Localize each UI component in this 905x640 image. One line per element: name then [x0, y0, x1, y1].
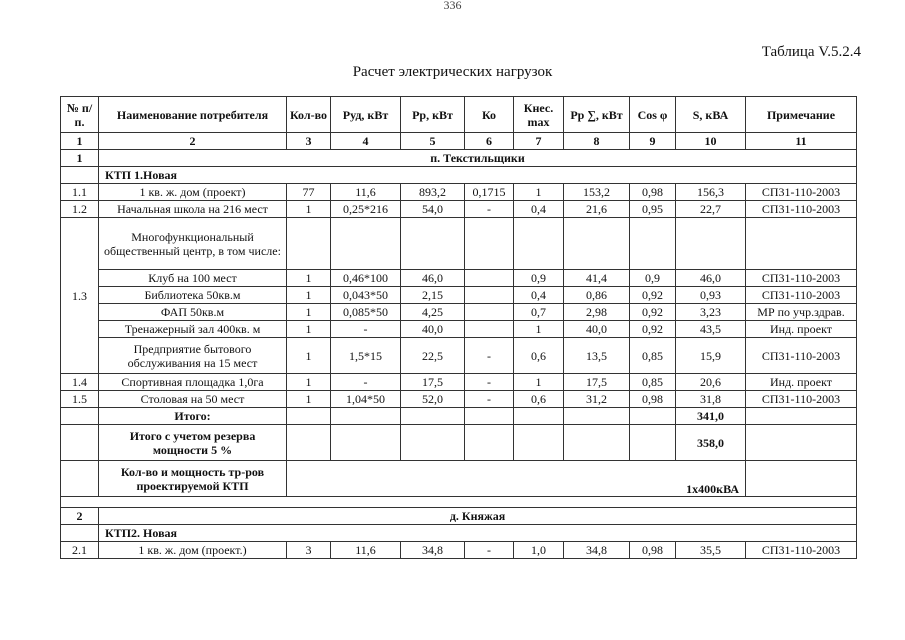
cell: 2,98	[564, 304, 630, 321]
cell	[465, 270, 514, 287]
header-cell: Рр ∑, кВт	[564, 97, 630, 133]
header-cell: S, кВА	[676, 97, 746, 133]
cell: 0,92	[630, 287, 676, 304]
cell: 40,0	[401, 321, 465, 338]
table-row	[61, 270, 857, 287]
section-number: 1	[61, 150, 99, 167]
total-reserve-label: Итого с учетом резерва мощности 5 %	[99, 425, 287, 461]
cell: 1.2	[61, 201, 99, 218]
page-number: 336	[443, 0, 462, 10]
cell: 1.3	[61, 218, 99, 374]
cell: 0,25*216	[331, 201, 401, 218]
cell: СП31-110-2003	[746, 287, 857, 304]
cell: -	[465, 338, 514, 374]
column-number: 2	[99, 133, 287, 150]
cell: 17,5	[564, 374, 630, 391]
cell: 34,8	[401, 542, 465, 559]
table-row	[61, 218, 857, 270]
cell: 54,0	[401, 201, 465, 218]
cell: Предприятие бытового обслуживания на 15 мест	[99, 338, 287, 374]
header-cell: Руд, кВт	[331, 97, 401, 133]
table-row	[61, 184, 857, 201]
cell: 46,0	[401, 270, 465, 287]
header-cell: Кол-во	[287, 97, 331, 133]
cell: Инд. проект	[746, 374, 857, 391]
cell: 0,9	[630, 270, 676, 287]
load-calculation-table	[60, 96, 857, 559]
cell: 0,92	[630, 321, 676, 338]
cell: 1 кв. ж. дом (проект)	[99, 184, 287, 201]
cell: 0,98	[630, 542, 676, 559]
cell: 77	[287, 184, 331, 201]
cell: 11,6	[331, 184, 401, 201]
cell: 3,23	[676, 304, 746, 321]
cell: Клуб на 100 мест	[99, 270, 287, 287]
cell: 0,86	[564, 287, 630, 304]
cell: 3	[287, 542, 331, 559]
cell: -	[331, 374, 401, 391]
substation-row	[61, 167, 857, 184]
cell: 4,25	[401, 304, 465, 321]
cell: 1,04*50	[331, 391, 401, 408]
cell: 0,85	[630, 374, 676, 391]
cell: 1 кв. ж. дом (проект.)	[99, 542, 287, 559]
cell: 0,92	[630, 304, 676, 321]
header-cell: Ко	[465, 97, 514, 133]
cell: 0,93	[676, 287, 746, 304]
cell: 46,0	[676, 270, 746, 287]
cell: МР по учр.здрав.	[746, 304, 857, 321]
cell: 1	[287, 270, 331, 287]
cell: Спортивная площадка 1,0га	[99, 374, 287, 391]
cell: ФАП 50кв.м	[99, 304, 287, 321]
table-row	[61, 374, 857, 391]
cell: 156,3	[676, 184, 746, 201]
cell: -	[465, 542, 514, 559]
cell: 1,5*15	[331, 338, 401, 374]
section-row	[61, 150, 857, 167]
cell: 0,9	[514, 270, 564, 287]
cell: 1	[514, 321, 564, 338]
cell: 1	[287, 391, 331, 408]
cell: СП31-110-2003	[746, 338, 857, 374]
cell: 1	[514, 374, 564, 391]
column-number: 4	[331, 133, 401, 150]
cell: 1	[514, 184, 564, 201]
cell: 153,2	[564, 184, 630, 201]
cell: 1.5	[61, 391, 99, 408]
cell: -	[465, 201, 514, 218]
cell: СП31-110-2003	[746, 542, 857, 559]
header-cell: Cos φ	[630, 97, 676, 133]
cell: 17,5	[401, 374, 465, 391]
cell: -	[465, 391, 514, 408]
cell: 1	[287, 201, 331, 218]
cell: СП31-110-2003	[746, 201, 857, 218]
total-reserve-row	[61, 425, 857, 461]
transformers-label: Кол-во и мощность тр-ров проектируемой КТП	[99, 461, 287, 497]
cell: 1	[287, 304, 331, 321]
column-number-row	[61, 133, 857, 150]
cell: 41,4	[564, 270, 630, 287]
header-cell: № п/п.	[61, 97, 99, 133]
cell: 1	[287, 287, 331, 304]
transformers-value: 1x400кВА	[287, 461, 746, 497]
column-number: 11	[746, 133, 857, 150]
cell: СП31-110-2003	[746, 184, 857, 201]
cell: СП31-110-2003	[746, 391, 857, 408]
cell: 22,7	[676, 201, 746, 218]
column-number: 8	[564, 133, 630, 150]
cell: 1	[287, 374, 331, 391]
table-title: Расчет электрических нагрузок	[352, 64, 553, 80]
header-cell: Наименование потребителя	[99, 97, 287, 133]
column-number: 1	[61, 133, 99, 150]
total-reserve-value: 358,0	[676, 425, 746, 461]
cell: 1	[287, 321, 331, 338]
cell: Начальная школа на 216 мест	[99, 201, 287, 218]
cell: 35,5	[676, 542, 746, 559]
table-label: Таблица V.5.2.4	[761, 44, 861, 60]
cell	[465, 304, 514, 321]
table-row	[61, 201, 857, 218]
header-cell: Рр, кВт	[401, 97, 465, 133]
cell	[465, 321, 514, 338]
total-value: 341,0	[676, 408, 746, 425]
cell: 0,7	[514, 304, 564, 321]
cell: Тренажерный зал 400кв. м	[99, 321, 287, 338]
cell: 52,0	[401, 391, 465, 408]
column-number: 9	[630, 133, 676, 150]
cell: 34,8	[564, 542, 630, 559]
cell: 0,98	[630, 391, 676, 408]
substation-row	[61, 525, 857, 542]
cell: 13,5	[564, 338, 630, 374]
cell	[465, 287, 514, 304]
cell: 2.1	[61, 542, 99, 559]
table-row	[61, 321, 857, 338]
table-row	[61, 304, 857, 321]
column-number: 6	[465, 133, 514, 150]
table-row	[61, 338, 857, 374]
cell: 0,46*100	[331, 270, 401, 287]
cell: Инд. проект	[746, 321, 857, 338]
table-row	[61, 391, 857, 408]
cell: 0,043*50	[331, 287, 401, 304]
cell: СП31-110-2003	[746, 270, 857, 287]
table-row	[61, 542, 857, 559]
cell: 0,085*50	[331, 304, 401, 321]
table-row	[61, 287, 857, 304]
column-number: 7	[514, 133, 564, 150]
spacer-row	[61, 497, 857, 508]
cell: 31,2	[564, 391, 630, 408]
cell: -	[465, 374, 514, 391]
cell: 43,5	[676, 321, 746, 338]
column-number: 10	[676, 133, 746, 150]
cell: 0,4	[514, 201, 564, 218]
header-cell: Примечание	[746, 97, 857, 133]
column-number: 5	[401, 133, 465, 150]
cell: 40,0	[564, 321, 630, 338]
cell: 1.4	[61, 374, 99, 391]
cell: 22,5	[401, 338, 465, 374]
cell: 11,6	[331, 542, 401, 559]
cell: -	[331, 321, 401, 338]
cell: 0,6	[514, 338, 564, 374]
total-label: Итого:	[99, 408, 287, 425]
cell: 1.1	[61, 184, 99, 201]
transformers-row	[61, 461, 857, 497]
column-number: 3	[287, 133, 331, 150]
cell: 1,0	[514, 542, 564, 559]
cell: 0,85	[630, 338, 676, 374]
cell: 893,2	[401, 184, 465, 201]
cell: 15,9	[676, 338, 746, 374]
cell: 0,98	[630, 184, 676, 201]
header-row	[61, 97, 857, 133]
cell: 20,6	[676, 374, 746, 391]
substation-name: КТП2. Новая	[99, 525, 857, 542]
cell: 0,95	[630, 201, 676, 218]
section-name: д. Княжая	[99, 508, 857, 525]
cell: 1	[287, 338, 331, 374]
cell: Столовая на 50 мест	[99, 391, 287, 408]
cell: 0,4	[514, 287, 564, 304]
section-row	[61, 508, 857, 525]
total-row	[61, 408, 857, 425]
cell: 21,6	[564, 201, 630, 218]
header-cell: Кнес. max	[514, 97, 564, 133]
cell: 31,8	[676, 391, 746, 408]
cell: 0,1715	[465, 184, 514, 201]
cell: Библиотека 50кв.м	[99, 287, 287, 304]
cell: 2,15	[401, 287, 465, 304]
substation-name: КТП 1.Новая	[99, 167, 857, 184]
cell: 0,6	[514, 391, 564, 408]
section-number: 2	[61, 508, 99, 525]
section-name: п. Текстильщики	[99, 150, 857, 167]
cell: Многофункциональный общественный центр, в том числе:	[99, 218, 287, 270]
